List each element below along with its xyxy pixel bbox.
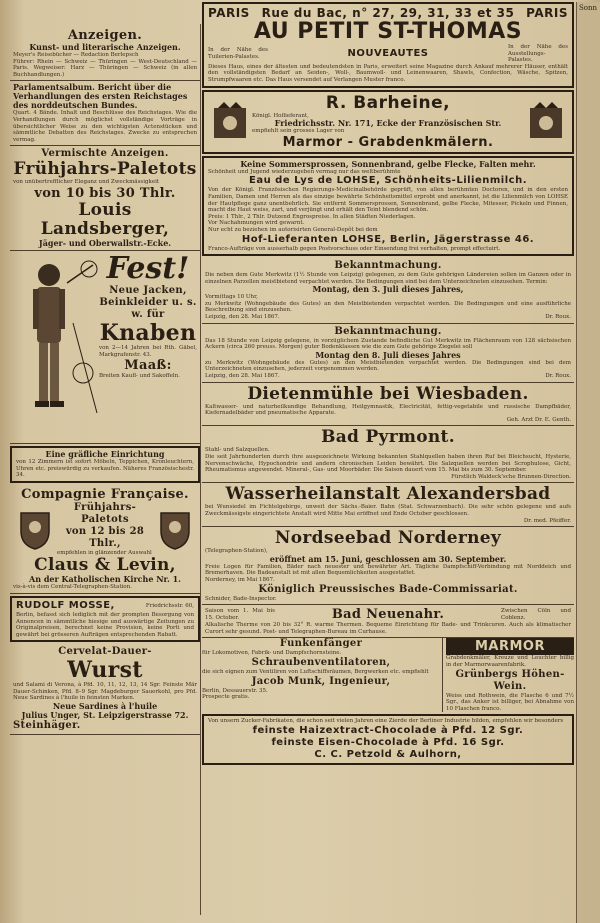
paletots-subheading: von unübertrefflicher Eleganz und Zweckmässigkeit bbox=[13, 179, 160, 186]
kunst-subheading: Meyer's Reisebücher — Redaction Berlepsch bbox=[13, 52, 139, 58]
bottom-ads-row bbox=[202, 638, 574, 712]
funken-sub: für Lokomotiven, Fabrik- und Dampfschornsteine. bbox=[202, 650, 342, 657]
cervelat-heading: Cervelat-Dauer- bbox=[58, 646, 152, 658]
pyrmont-ad bbox=[202, 426, 574, 483]
petit-st-thomas-ad bbox=[202, 2, 574, 88]
bek1-time: Vormittags 10 Uhr, bbox=[205, 294, 258, 301]
anzeigen-section bbox=[10, 26, 200, 81]
kunst-body: Führer: Rhein — Schweiz — Thüringen — West-Deutschland — Paris. Wegweiser: Harz — Thüringen — Schweiz (in allen Buchhandlungen.) bbox=[13, 58, 197, 78]
bek2-body: Das 18 Stunde von Leipzig gelegene, in vorzüglichem Zustande befindliche Gut Merkwitz im Flächenraum von 128 sächsischen Ackern (circa 260 preuss. Morgen) guter Bodenklassen wie die zum Gute gehörige Ziegelei soll bbox=[205, 337, 571, 351]
mosse-address: Friedrichsstr. 60, bbox=[145, 602, 194, 609]
thomas-left-note: In der Nähe des Tuilerien-Palastes. bbox=[208, 47, 268, 60]
bek2-body-2: zu Merkwitz (Wohngebäude des Gutes) an den Meistbietenden verpachtet werden. Die Bedingungen sind bei dem Unterzeichneten einzusehen, jederzeit vorgenommen werden. bbox=[205, 359, 571, 373]
kunst-heading: Kunst- und literarische Anzeigen. bbox=[29, 42, 181, 52]
wurst-ad bbox=[10, 644, 200, 735]
dietenmuehle-ad bbox=[202, 383, 574, 427]
pyrmont-signature: Fürstlich Waldeck'sche Brunnen-Direction. bbox=[451, 473, 571, 480]
next-column-edge bbox=[576, 2, 600, 923]
parlament-body: Quart. 4 Bände. Inhalt und Beschlüsse des Reichstages. Wie die Verhandlungen durch möglichst vollständige Vorträge in übersichtlicher Weise zu den wichtigsten Actenstücken und sämmtliche Debatten des Reichstages. Zwecke zu entsprechen vermag. bbox=[13, 110, 197, 143]
paletots-price: von 10 bis 30 Thlr. bbox=[34, 185, 176, 201]
barheine-marmor: Marmor - Grabdenkmälern. bbox=[282, 134, 494, 150]
boy-figure-icon bbox=[13, 253, 99, 433]
parlament-heading: Parlamentsalbum. Bericht über die Verhandlungen des ersten Reichstages des norddeutschen Bundes. bbox=[13, 82, 188, 111]
thomas-body: Dieses Haus, eines der ältesten und bedeutendsten in Paris, erweitert seine Magazine durch Ankauf mehrerer Häuser, enthält den vollständigsten Bedarf an Seiden-, Woll-, Baumwoll- und Leinenwaaren, Shawls, Confection, Wäsche, Spitzen, Strumpfwaaren etc. Das Haus versendet auf Verlangen Muster franco. bbox=[208, 63, 568, 83]
funken-name: Funkenfänger bbox=[279, 638, 363, 650]
maass-subheading: Breiten Kaufl- und Sakoffeln. bbox=[99, 373, 180, 380]
zucker-item-1: feinste Haizextract-Chocolade à Pfd. 12 Sgr. bbox=[252, 724, 524, 736]
gruen-body: Weiss und Rothwein, die Flasche 6 und 7½ Sgr., das Anker ist billiger, bei Abnahme von 10 Flaschen franco. bbox=[446, 692, 574, 712]
munk-name: Jacob Munk, Ingenieur, bbox=[251, 675, 391, 687]
parlament-ad bbox=[10, 81, 200, 146]
petzold-ad bbox=[202, 714, 574, 765]
zucker-signature: C. C. Petzold & Aulhorn, bbox=[314, 748, 462, 760]
bek1-place: Leipzig, den 28. Mai 1867. bbox=[205, 314, 280, 321]
left-column bbox=[10, 26, 200, 915]
boy-illustration bbox=[13, 253, 99, 437]
claus-address: An der Katholischen Kirche Nr. 1. bbox=[29, 574, 181, 585]
knaben-ad bbox=[10, 251, 200, 444]
wasser-signature: Dr. med. Pfeiffer. bbox=[523, 517, 571, 524]
lohse-footer: Franco-Aufträge von ausserhalb gegen Postvorschuss oder Einsendung frei verhalten, prompt effectuirt. bbox=[208, 245, 501, 252]
dieten-body: Kaltwasser- und naturheilkundige Behandlung, Heilgymnastik, Electricität, fettig-vegetabile und russische Dampfbäder, Kiefernadelbäder und pneumatische Apparate. bbox=[205, 403, 571, 417]
mosse-ad bbox=[10, 596, 200, 642]
thomas-right-note: In der Nähe des Ausstellungs-Palastes. bbox=[508, 44, 568, 64]
royal-crest-icon bbox=[208, 100, 252, 144]
landsberger-name: Louis Landsberger, bbox=[40, 199, 170, 239]
norderney-ad bbox=[202, 527, 574, 605]
bek1-body-2: zu Merkwitz (Wohngebäude des Gutes) an den Meistbietenden verpachtet werden. Die Bedingungen und eine ausführliche Beschreibung sind einzusehen. bbox=[205, 300, 571, 314]
coat-of-arms-icon bbox=[153, 507, 197, 551]
marmor-body: Grabdenkmäler, Kreuze und Leuchter billig in der Marmorwaarenfabrik. bbox=[446, 655, 574, 668]
lohse-price: Preis: 1 Thlr., 2 Thlr. Dutzend Engrospreise. In allen Städten Niederlagen. bbox=[208, 213, 416, 220]
neuenahr-ad bbox=[202, 605, 574, 638]
lohse-sub: Schönheit und Jugend wiederzugeben vermag nur das weltberühmte bbox=[208, 168, 401, 175]
bek2-place: Leipzig, den 28. Mai 1867. bbox=[205, 373, 280, 380]
lohse-address: Hof-Lieferanten LOHSE, Berlin, Jägerstrasse 46. bbox=[241, 233, 535, 245]
steinhaeger-heading: Steinhäger. bbox=[13, 720, 81, 732]
column-divider bbox=[200, 24, 201, 915]
barheine-lager: empfiehlt sein grosses Lager von bbox=[252, 128, 345, 135]
landsberger-address: Jäger- und Oberwallstr.-Ecke. bbox=[38, 237, 172, 248]
main-column bbox=[202, 2, 574, 915]
compagnie-ad bbox=[10, 485, 200, 594]
bekanntmachung-2 bbox=[202, 324, 574, 383]
thomas-nouveautes: NOUVEAUTES bbox=[347, 47, 429, 59]
einrichtung-heading: Eine gräfliche Einrichtung bbox=[45, 448, 165, 459]
dieten-signature: Geh. Arzt Dr. E. Genth. bbox=[506, 416, 571, 423]
lohse-body: Von der Königl. Französischen Regierungs-Medicinalbehörde geprüft, von allen berühmten Doctoren, und in den ersten Familien, Damen und Herren als das einzige bewährte Schönheitsmittel erprobt und anerkannt, ist die Lilienmilch von LOHSE der Hautpflege ganz unentbehrlich. Sie entfernt Sommersprossen, Sonnenbrand, gelbe Flecke, Mitesser, Pickeln und Finnen, macht die Haut weiss, zart, und verjüngt und erhält den Teint blendend schön. bbox=[208, 187, 568, 214]
lohse-warning: Vor Nachahmungen wird gewarnt. bbox=[208, 220, 305, 227]
wurst-body: und Salami di Verona, à Pfd. 10, 11, 12, 13, 14 Sgr. Feinste Mär Dauer-Schinken, Pfd. 8–9 Sgr. Magdeburger Sauerkohl, pro Pfd. Neue Sardines à l'huile in feinsten Marken. bbox=[13, 682, 197, 702]
neuenahr-name: Bad Neuenahr. bbox=[331, 607, 445, 623]
lohse-ad bbox=[202, 156, 574, 256]
mosse-body: Berlin, befasst sich lediglich mit der prompten Besorgung von Annoncen in sämmtliche hiesige und auswärtige Zeitungen zu Originalpreisen, berechnet keine Provision, keine Porti und gewährt bei grösseren Aufträgen entsprechenden Rabatt. bbox=[16, 611, 194, 638]
thomas-paris-left: PARIS bbox=[208, 6, 250, 20]
alexandersbad-ad bbox=[202, 483, 574, 527]
neuenahr-location: Zwischen Cöln und Coblenz. bbox=[501, 608, 571, 621]
mosse-name: RUDOLF MOSSE, bbox=[16, 599, 115, 611]
bek2-heading: Bekanntmachung. bbox=[334, 325, 442, 337]
lohse-heading: Keine Sommersprossen, Sonnenbrand, gelbe Flecke, Falten mehr. bbox=[240, 158, 536, 169]
zucker-item-2: feinste Eisen-Chocolade à Pfd. 16 Sgr. bbox=[271, 736, 505, 748]
schrauben-body: die sich eignen zum Ventiliren von Luftschiffsräumen, Bergwerken etc. empfiehlt bbox=[202, 668, 429, 675]
bekanntmachung-1 bbox=[202, 258, 574, 324]
paletots-heading: Frühjahrs-Paletots bbox=[13, 159, 197, 180]
fest-items: Neue Jacken, Beinkleider u. s. w. für bbox=[99, 284, 197, 320]
unger-name: Julius Unger, St. Leipzigerstrasse 72. bbox=[21, 710, 189, 721]
pyrmont-body: Die seit Jahrhunderten durch ihre ausgezeichnete Wirkung bekannten Stahlquellen haben ihren Ruf bei Bleichsucht, Hysterie, Nervenschwäche, Hypochondrie und andern chronischen Leiden bewährt. Die Salzquellen werden bei Scrophulose, Gicht, Rheumatismus angewendet. Mineral-, Gas- und Moorbäder. Die Saison dauert vom 15. Mai bis zum 30. September. bbox=[205, 454, 571, 474]
coat-of-arms-icon bbox=[13, 507, 57, 551]
barheine-sub: Königl. Hoflieferant, bbox=[252, 112, 309, 119]
nordsee-body: Freie Logen für Familien, Bäder nach neuester und bewährter Art. Tägliche Dampfschiff-Verbindung mit Norddeich und Bremerhaven. Die Badeanstalt ist mit allen Bequemlichkeiten ausgestattet. bbox=[205, 563, 571, 577]
pyrmont-name: Bad Pyrmont. bbox=[321, 427, 455, 448]
sardellen-heading: Neue Sardines à l'huile bbox=[52, 701, 158, 712]
barheine-address: Friedrichsstr. Nr. 171, Ecke der Französischen Str. bbox=[274, 118, 502, 129]
munk-footer: Prospecte gratis. bbox=[202, 694, 250, 701]
nordsee-name: Nordseebad Norderney bbox=[274, 528, 502, 549]
fest-heading: Fest! bbox=[106, 250, 190, 286]
knaben-subheading: von 2—14 Jahren bei Rth. Gäbel, Markgrafenstr. 43. bbox=[99, 344, 197, 358]
cf-sub: empfehlen in glänzender Auswahl bbox=[57, 549, 152, 556]
nordsee-place: Norderney, im Mai 1867. bbox=[205, 576, 275, 583]
nordsee-signature: Schnider, Bade-Inspector. bbox=[205, 595, 277, 602]
cf-price: von 12 bis 28 Thlr., bbox=[65, 525, 145, 549]
claus-sub: vis-à-vis dem Central-Telegraphen-Station. bbox=[13, 584, 132, 591]
edge-text: Sonn bbox=[579, 4, 598, 12]
nordsee-sub: (Telegraphen-Station), bbox=[205, 548, 268, 555]
pyrmont-sub: Stahl- und Salzquellen. bbox=[205, 447, 270, 454]
royal-crest-icon bbox=[524, 100, 568, 144]
marmor-name: MARMOR bbox=[446, 638, 574, 655]
funken-ad bbox=[202, 638, 443, 712]
vermischte-heading: Vermischte Anzeigen. bbox=[41, 148, 169, 160]
lohse-name: Eau de Lys de LOHSE, Schönheits-Lilienmilch. bbox=[249, 175, 527, 187]
bek1-date: Montag, den 3. Juli dieses Jahres, bbox=[312, 284, 464, 295]
thomas-paris-right: PARIS bbox=[526, 6, 568, 20]
wasser-name: Wasserheilanstalt Alexandersbad bbox=[225, 484, 551, 505]
vermischte-section bbox=[10, 146, 200, 251]
einrichtung-ad bbox=[10, 446, 200, 483]
maass-heading: Maaß: bbox=[124, 358, 172, 374]
bek1-heading: Bekanntmachung. bbox=[334, 260, 442, 272]
nordsee-commissariat: Königlich Preussisches Bade-Commissariat. bbox=[258, 583, 518, 595]
bek1-body: Die neben dem Gute Merkwitz (1½ Stunde von Leipzig) gelegenen, zu dem Gute gehörigen Ländereien sollen im Ganzen oder in einzelnen Parzellen meistbietend verpachtet werden. Die Bedingungen sind bei dem Unterzeichneten einzusehen. Termin: bbox=[205, 272, 571, 285]
neuenahr-season: Saison vom 1. Mai bis 15. October. bbox=[205, 608, 275, 621]
nordsee-open: eröffnet am 15. Juni, geschlossen am 30. September. bbox=[269, 553, 507, 564]
einrichtung-body: von 12 Zimmern ist sofort Möbeln, Teppichen, Kronleuchtern, Uhren etc. preiswürdig zu verkaufen. Näheres Französischestr. 34. bbox=[16, 458, 194, 479]
anzeigen-heading: Anzeigen. bbox=[67, 28, 143, 43]
barheine-name: R. Barheine, bbox=[325, 92, 451, 113]
compagnie-heading: Compagnie Française. bbox=[21, 486, 189, 502]
wasser-body: bei Wunsiedel im Fichtelgebirge, unweit der Sächs.-Baier. Bahn (Stat. Schwarzenbach). Die sehr schön gelegene und aufs Zweckmässigste eingerichtete Anstalt wird Mitte Mai eröffnet und Ende October geschlossen. bbox=[205, 504, 571, 517]
schrauben-name: Schraubenventilatoren, bbox=[251, 656, 391, 668]
munk-address: Berlin, Dessauerstr. 35. bbox=[202, 687, 268, 694]
bek2-signature: Dr. Roux. bbox=[545, 373, 571, 380]
bek1-signature: Dr. Roux. bbox=[545, 314, 571, 321]
claus-name: Claus & Levin, bbox=[34, 555, 176, 576]
gruen-name: Grünbergs Höhen-Wein. bbox=[455, 668, 565, 692]
lohse-depot: Nur echt zu beziehen im autorisirten General-Depôt bei dem bbox=[208, 226, 378, 233]
cf-paletots: Frühjahrs-Paletots bbox=[73, 501, 137, 525]
neuenahr-body: Alkalische Therme von 20 bis 32° R. warme Thermen. Bequeme Einrichtung für Bade- und Trinkcuren. Auch als klimatischer Curort sehr gesund. Post- und Telegraphen-Bureau im Curhause. bbox=[205, 622, 571, 635]
marmor-ad bbox=[443, 638, 574, 712]
thomas-address: Rue du Bac, n° 27, 29, 31, 33 et 35 bbox=[261, 6, 515, 20]
thomas-name: AU PETIT ST-THOMAS bbox=[253, 19, 523, 44]
wurst-heading: Wurst bbox=[67, 657, 143, 684]
zucker-heading: Von unsern Zucker-Fabrikaten, die schon seit vielen Jahren eine Zierde der Berliner Industrie bilden, empfehlen wir besonders bbox=[208, 718, 564, 725]
dieten-name: Dietenmühle bei Wiesbaden. bbox=[247, 383, 529, 404]
knaben-heading: Knaben bbox=[99, 319, 197, 346]
barheine-ad bbox=[202, 90, 574, 154]
bek2-date: Montag den 8. Juli dieses Jahres bbox=[315, 349, 461, 360]
